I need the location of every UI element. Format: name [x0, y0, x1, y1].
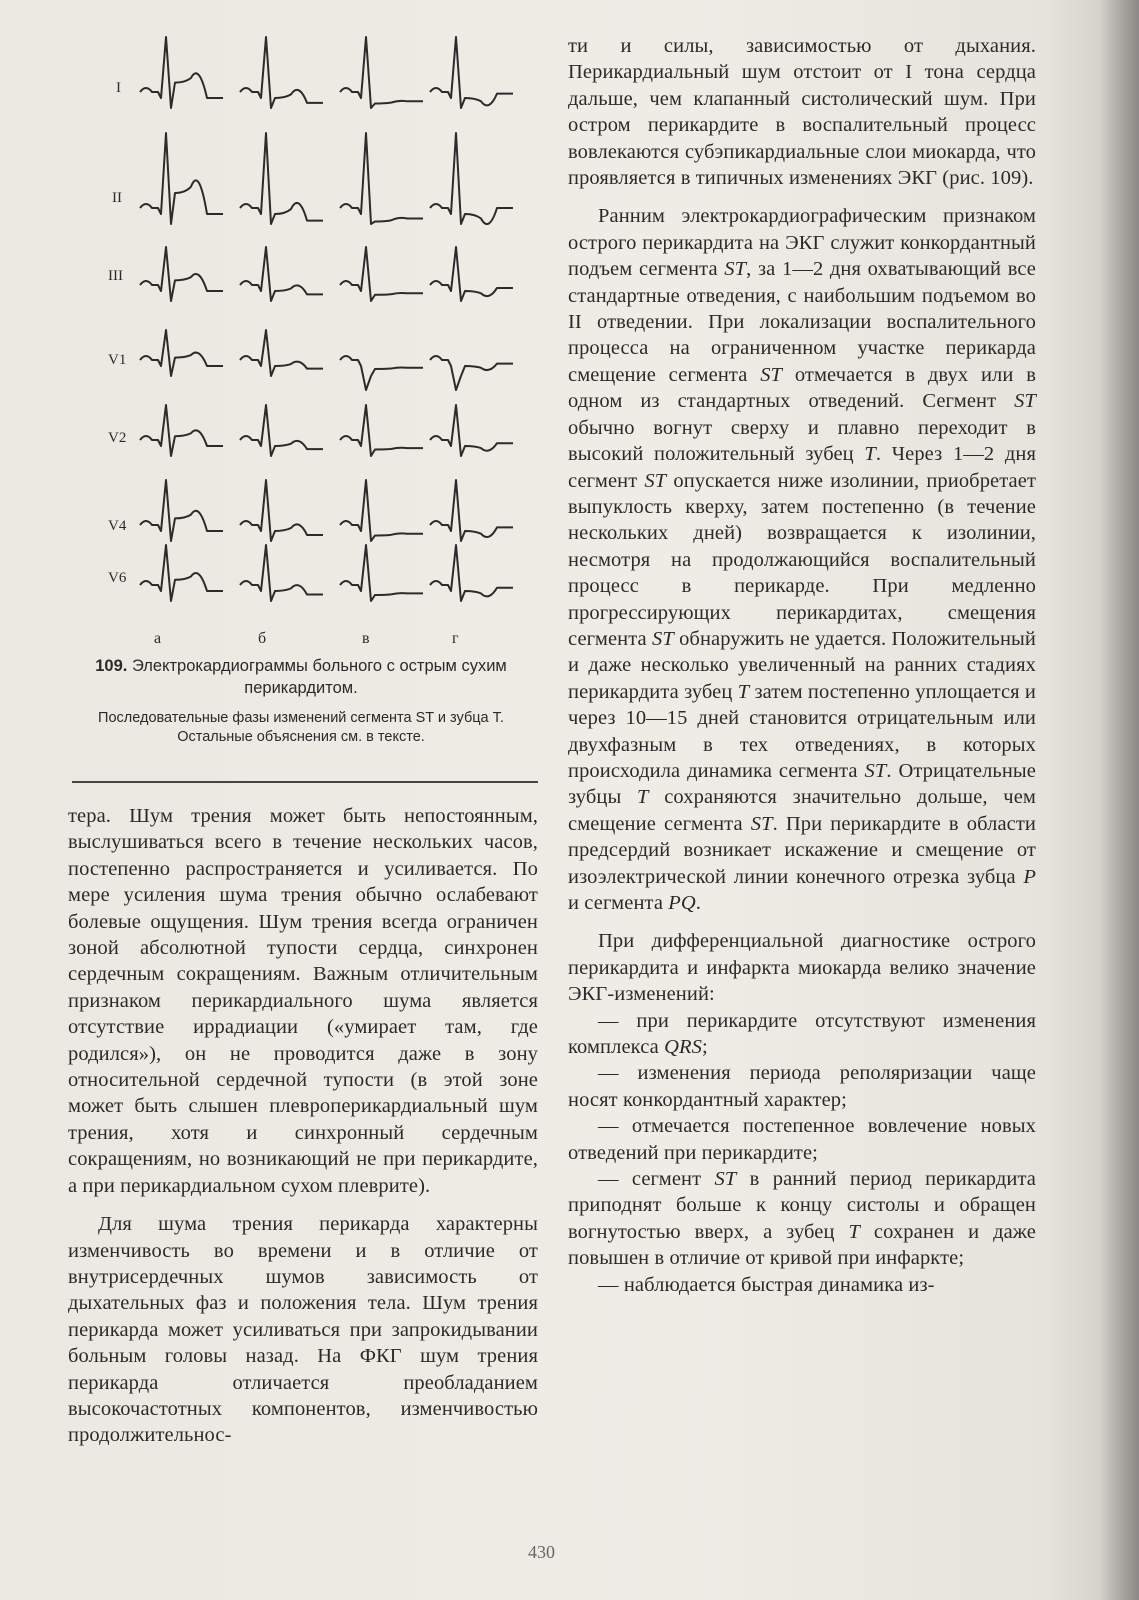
ecg-trace: [140, 37, 223, 108]
left-text-column: [68, 803, 538, 1449]
right-paragraph-1: ти и силы, зависимостью от дыхания. Перикардиальный шум отстоит от I тона сердца дальше, чем клапанный систолический шум. При остром перикардите в воспалительный процесс вовлекаются субэпикардиальные слои миокарда, что проявляется в типичных изменениях ЭКГ (рис. 109).: [568, 35, 1036, 190]
text-run: затем постепенно уплощается и через 10—15 дней становится отрицательным или двухфазным в тех отведениях, в которых происходила динамика сегмента: [568, 680, 1036, 782]
ecg-trace: [240, 330, 323, 376]
column-label-b: б: [258, 630, 267, 647]
term-st: ST: [724, 258, 747, 281]
term-st: ST: [864, 759, 887, 782]
ecg-trace: [340, 37, 423, 108]
caption-divider: [72, 781, 538, 783]
term-qrs: QRS: [664, 1036, 702, 1059]
left-paragraph-1: тера. Шум трения может быть непостоянным, выслушиваться всего в течение нескольких часов, постепенно распространяется и усиливается. По мере усиления шума трения обычно ослабевают болевые ощущения. Шум трения всегда ограничен зоной абсолютной тупости сердца, синхронен сердечным сокращениям. Важным отличительным признаком перикардиального шума является отсутствие иррадиации («умирает там, где родился»), он не проводится даже в зону относительной сердечной тупости (в этой зоне может быть слышен плевроперикардиальный шум трения, хотя и синхронный сердечным сокращениям, но возникающий не при перикардите, а при перикардиальном сухом плеврите).: [68, 805, 538, 1197]
term-st: ST: [714, 1168, 737, 1191]
text-run: . Отрицательные зубцы: [568, 759, 1036, 809]
page-number: 430: [528, 1542, 555, 1562]
ecg-trace: [140, 405, 223, 456]
term-t: T: [864, 443, 876, 466]
text-run: сохранен и даже повышен в отличие от кривой при инфаркте;: [568, 1220, 1036, 1270]
term-st: ST: [651, 627, 674, 650]
ecg-trace: [240, 133, 323, 224]
lead-label-V6: V6: [108, 570, 127, 586]
text-run: опускается ниже изолинии, приобретает выпуклость кверху, затем постепенно (в течение нескольких дней) возвращается к изолинии, несмотря на продолжающийся воспалительный процесс в перикарде. При медленно прогрессирующих перикардитах, смещения сегмента: [568, 469, 1037, 650]
text-run: .: [695, 892, 702, 914]
list-item: — изменения периода реполяризации чаще носят конкордантный характер;: [568, 1062, 1036, 1111]
text-run: , за 1—2 дня охватывающий все стандартные отведения, с наибольшим подъемом во II отведении. При локализации воспалительного процесса на ограниченном участке перикарда смещение сегмента: [568, 258, 1036, 386]
ecg-trace: [430, 480, 513, 541]
ecg-trace: [140, 545, 223, 601]
column-label-g: г: [452, 630, 459, 647]
ecg-trace: [140, 247, 223, 301]
term-st: ST: [644, 469, 667, 492]
ecg-trace: [430, 133, 513, 224]
lead-label-III: III: [108, 268, 123, 284]
text-run: и сегмента: [568, 892, 669, 914]
ecg-trace: [340, 133, 423, 224]
term-t: T: [637, 786, 649, 809]
text-run: сохраняются значительно дольше, чем смещение сегмента: [568, 786, 1036, 835]
ecg-figure: [100, 30, 520, 647]
ecg-trace: [240, 37, 323, 108]
caption-subtitle: Последовательные фазы изменений сегмента ST и зубца T. Остальные объяснения см. в тексте.: [98, 710, 504, 745]
text-run: Ранним электрокардиографическим признаком острого перикардита на ЭКГ служит конкордантный подъем сегмента: [568, 205, 1036, 281]
ecg-trace: [430, 405, 513, 456]
term-pq: PQ: [668, 892, 696, 914]
text-run: обычно вогнут сверху и плавно переходит в высокий положительный зубец: [568, 416, 1036, 466]
lead-label-V4: V4: [108, 518, 127, 534]
ecg-trace: [340, 247, 423, 301]
term-t: T: [848, 1220, 860, 1243]
text-run: отмечается в двух или в одном из стандартных отведений. Сегмент: [568, 363, 1036, 413]
term-st: ST: [1014, 390, 1036, 413]
caption-title: [66, 655, 536, 699]
text-run: — сегмент: [598, 1168, 715, 1191]
column-label-a: а: [154, 630, 162, 647]
left-paragraph-2: Для шума трения перикарда характерны изменчивость во времени и в отличие от внутрисердечных шумов зависимость от дыхательных фаз и положения тела. Шум трения перикарда может усиливаться при запрокидывании больным головы назад. На ФКГ шум трения перикарда отличается преобладанием высокочастотных компонентов, изменчивостью продолжительнос-: [68, 1213, 538, 1447]
list-item: [568, 1008, 1036, 1061]
ecg-trace: [430, 247, 513, 301]
lead-label-I: I: [116, 80, 121, 96]
figure-caption: [66, 655, 536, 747]
ecg-trace: [340, 545, 423, 601]
ecg-trace: [240, 405, 323, 456]
ecg-trace: [430, 37, 513, 108]
ecg-trace: [140, 133, 223, 224]
list-item: — наблюдается быстрая динамика из-: [598, 1273, 935, 1296]
text-run: ;: [701, 1036, 708, 1059]
column-label-v: в: [362, 630, 370, 647]
ecg-trace: [140, 330, 223, 376]
ecg-traces: [100, 30, 520, 640]
right-text-column: [568, 33, 1036, 1298]
list-item: [568, 1166, 1036, 1272]
term-st: ST: [750, 812, 773, 835]
ecg-trace: [430, 545, 513, 601]
lead-label-II: II: [112, 190, 122, 206]
caption-number: 109.: [95, 657, 128, 675]
ecg-trace: [340, 405, 423, 456]
lead-label-V2: V2: [108, 430, 127, 446]
text-run: обнаружить не удается. Положительный и даже несколько увеличенный на ранних стадиях перикардита зубец: [568, 627, 1037, 703]
right-paragraph-2: [568, 203, 1036, 916]
ecg-trace: [340, 356, 423, 390]
lead-label-V1: V1: [108, 352, 127, 368]
caption-title-text: Электрокардиограммы больного с острым сухим перикардитом.: [131, 657, 507, 697]
ecg-trace: [140, 480, 223, 541]
text-run: в ранний период перикардита приподнят больше к концу систолы и обращен вогнутостью вверх, а зубец: [568, 1168, 1036, 1243]
list-item: — отмечается постепенное вовлечение новых отведений при перикардите;: [568, 1115, 1036, 1164]
term-p: P: [1023, 865, 1036, 888]
text-run: . Через 1—2 дня сегмент: [568, 443, 1036, 492]
binding-shadow: [1099, 0, 1139, 1600]
term-t: T: [737, 680, 750, 703]
ecg-trace: [430, 356, 513, 390]
term-st: ST: [760, 363, 783, 386]
ecg-trace: [240, 545, 323, 601]
ecg-trace: [240, 480, 323, 541]
right-paragraph-3: При дифференциальной диагностике острого перикардита и инфаркта миокарда велико значение ЭКГ-изменений:: [568, 930, 1036, 1006]
ecg-trace: [340, 480, 423, 541]
text-run: — при перикардите отсутствуют изменения комплекса: [568, 1009, 1036, 1059]
ecg-trace: [240, 247, 323, 301]
text-run: . При перикардите в области предсердий возникает искажение и смещение от изоэлектрической линии конечного отрезка зубца: [568, 812, 1036, 888]
